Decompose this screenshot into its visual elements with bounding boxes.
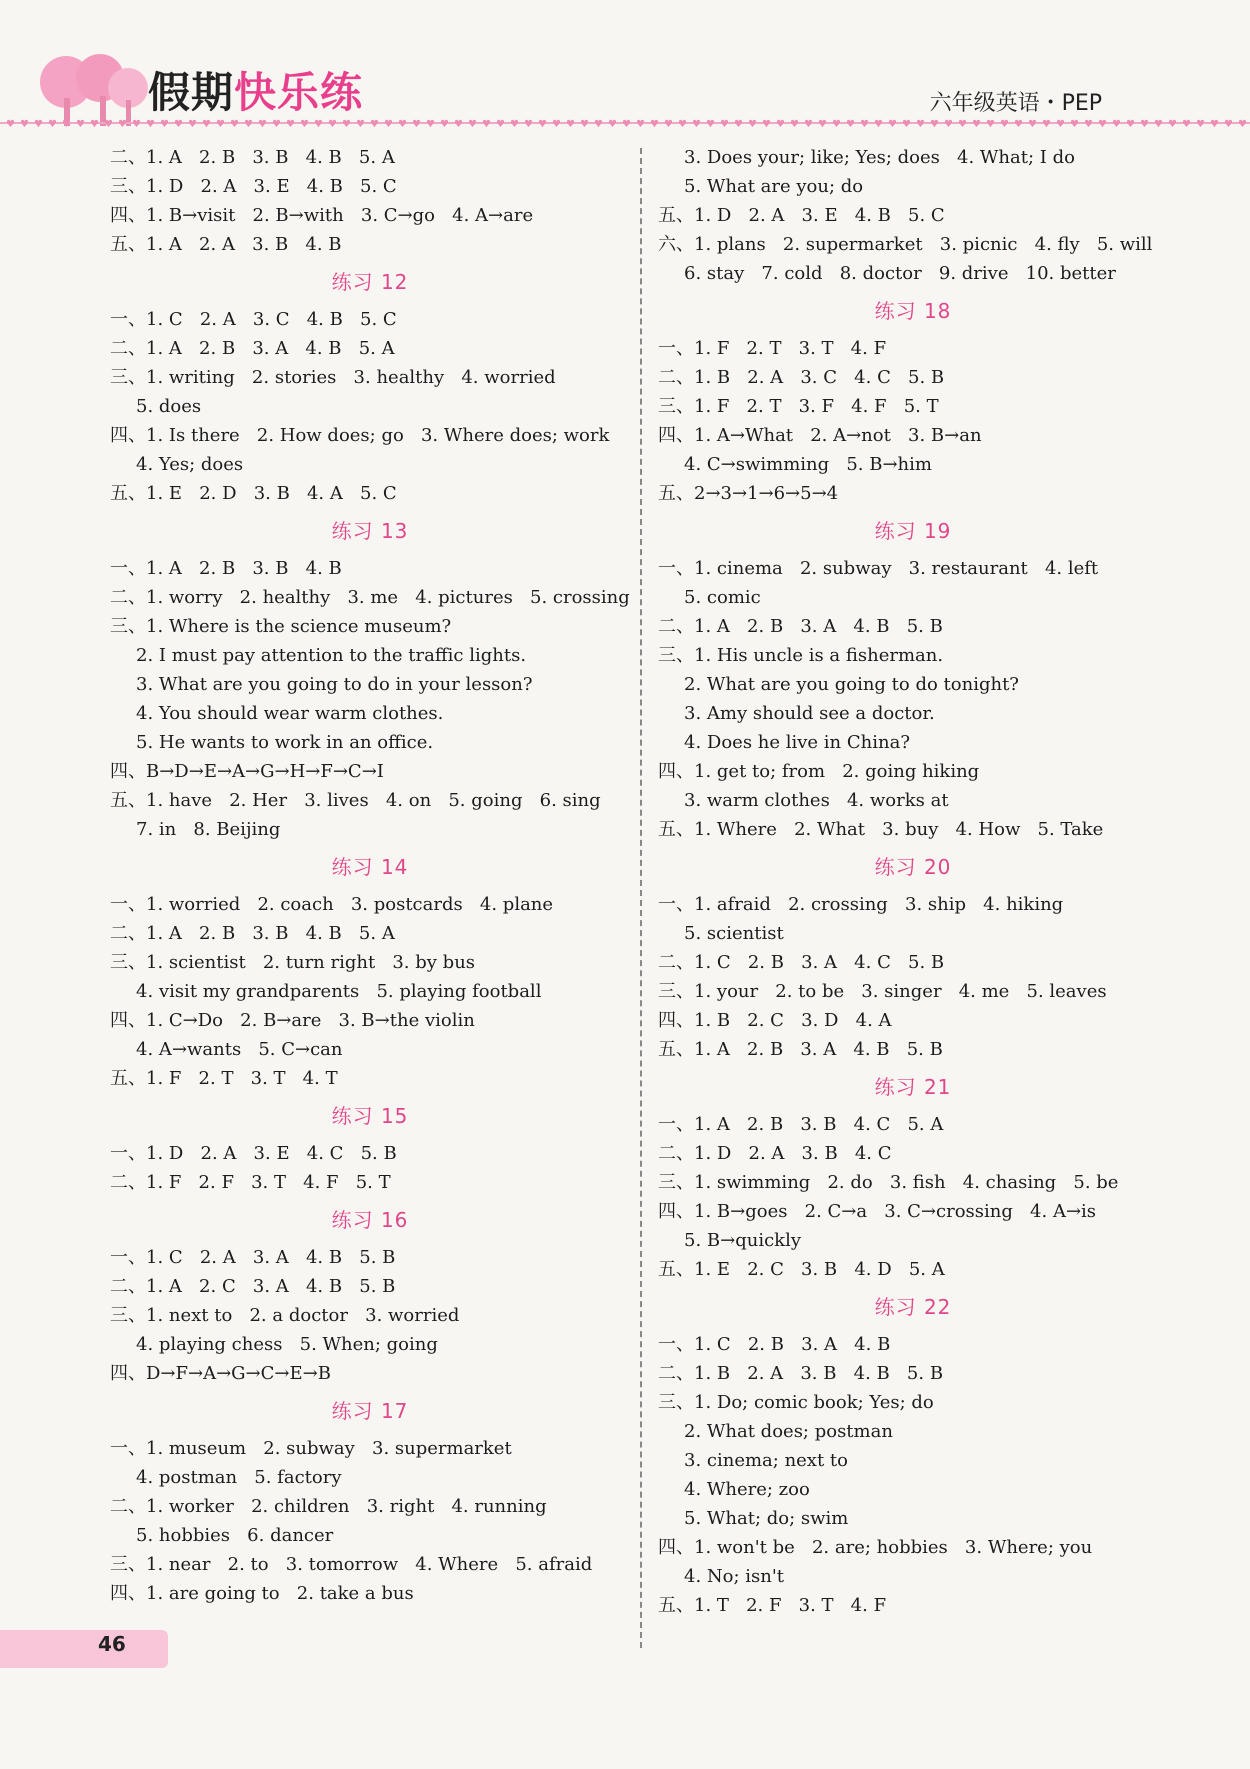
svg-text:♥: ♥ <box>20 119 29 130</box>
answer-line: 3. warm clothes 4. works at <box>684 790 949 811</box>
svg-text:♥: ♥ <box>1000 119 1009 130</box>
svg-text:♥: ♥ <box>370 119 379 130</box>
svg-text:♥: ♥ <box>286 119 295 130</box>
answer-line: 三、1. Do; comic book; Yes; do <box>658 1392 934 1413</box>
answer-line: 二、1. F 2. F 3. T 4. F 5. T <box>110 1172 391 1193</box>
svg-text:♥: ♥ <box>874 119 883 130</box>
answer-line: 4. visit my grandparents 5. playing football <box>136 981 542 1002</box>
answer-line: 5. does <box>136 396 202 417</box>
svg-text:♥: ♥ <box>202 119 211 130</box>
svg-text:♥: ♥ <box>916 119 925 130</box>
svg-text:♥: ♥ <box>664 119 673 130</box>
svg-text:♥: ♥ <box>328 119 337 130</box>
page-number: 46 <box>98 1632 126 1656</box>
svg-text:♥: ♥ <box>580 119 589 130</box>
answer-line: 二、1. B 2. A 3. B 4. B 5. B <box>658 1363 944 1384</box>
svg-text:♥: ♥ <box>48 119 57 130</box>
svg-text:♥: ♥ <box>1070 119 1079 130</box>
svg-text:♥: ♥ <box>944 119 953 130</box>
answer-line: 3. cinema; next to <box>684 1450 848 1471</box>
svg-text:♥: ♥ <box>272 119 281 130</box>
page-header <box>0 0 1250 140</box>
answer-line: 四、1. A→What 2. A→not 3. B→an <box>658 425 982 446</box>
svg-text:♥: ♥ <box>818 119 827 130</box>
answer-line: 一、1. A 2. B 3. B 4. C 5. A <box>658 1114 944 1135</box>
svg-text:♥: ♥ <box>412 119 421 130</box>
svg-text:♥: ♥ <box>972 119 981 130</box>
answer-line: 二、1. A 2. C 3. A 4. B 5. B <box>110 1276 396 1297</box>
svg-text:♥: ♥ <box>510 119 519 130</box>
answer-line: 5. comic <box>684 587 761 608</box>
svg-text:♥: ♥ <box>118 119 127 130</box>
answer-line: 二、1. C 2. B 3. A 4. C 5. B <box>658 952 945 973</box>
answer-line: 三、1. near 2. to 3. tomorrow 4. Where 5. afraid <box>110 1554 593 1575</box>
answer-line: 二、1. worker 2. children 3. right 4. running <box>110 1496 547 1517</box>
answer-line: 三、1. swimming 2. do 3. fish 4. chasing 5. be <box>658 1172 1119 1193</box>
svg-text:♥: ♥ <box>1098 119 1107 130</box>
svg-text:♥: ♥ <box>62 119 71 130</box>
svg-text:♥: ♥ <box>650 119 659 130</box>
answer-line: 5. B→quickly <box>684 1230 801 1251</box>
svg-text:♥: ♥ <box>1224 119 1233 130</box>
answer-line: 6. stay 7. cold 8. doctor 9. drive 10. better <box>684 263 1116 284</box>
svg-text:♥: ♥ <box>678 119 687 130</box>
svg-text:♥: ♥ <box>846 119 855 130</box>
answer-line: 四、1. C→Do 2. B→are 3. B→the violin <box>110 1010 475 1031</box>
svg-text:♥: ♥ <box>1112 119 1121 130</box>
svg-text:♥: ♥ <box>342 119 351 130</box>
answer-line: 4. playing chess 5. When; going <box>136 1334 438 1355</box>
svg-text:♥: ♥ <box>468 119 477 130</box>
svg-text:♥: ♥ <box>1140 119 1149 130</box>
answer-line: 三、1. your 2. to be 3. singer 4. me 5. leaves <box>658 981 1107 1002</box>
answer-line: 五、1. F 2. T 3. T 4. T <box>110 1068 338 1089</box>
svg-text:♥: ♥ <box>1028 119 1037 130</box>
answer-line: 一、1. C 2. A 3. C 4. B 5. C <box>110 309 397 330</box>
svg-text:♥: ♥ <box>720 119 729 130</box>
exercise-heading: 练习 14 <box>331 855 409 879</box>
answer-line: 四、1. are going to 2. take a bus <box>110 1583 414 1604</box>
answer-line: 三、1. His uncle is a fisherman. <box>658 645 944 666</box>
answer-line: 5. He wants to work in an office. <box>136 732 434 753</box>
answer-line: 4. No; isn't <box>684 1566 785 1587</box>
answer-line: 3. Amy should see a doctor. <box>684 703 935 724</box>
exercise-heading: 练习 15 <box>331 1104 409 1128</box>
answer-line: 一、1. afraid 2. crossing 3. ship 4. hiking <box>658 894 1064 915</box>
svg-text:♥: ♥ <box>1238 119 1247 130</box>
answer-line: 4. Yes; does <box>136 454 244 475</box>
svg-text:♥: ♥ <box>860 119 869 130</box>
svg-text:♥: ♥ <box>216 119 225 130</box>
svg-text:♥: ♥ <box>888 119 897 130</box>
answer-line: 四、D→F→A→G→C→E→B <box>110 1363 331 1384</box>
svg-text:♥: ♥ <box>762 119 771 130</box>
answer-line: 3. What are you going to do in your lesson? <box>136 674 533 695</box>
answer-line: 五、1. E 2. D 3. B 4. A 5. C <box>110 483 397 504</box>
exercise-heading: 练习 17 <box>331 1399 409 1423</box>
svg-text:♥: ♥ <box>524 119 533 130</box>
answer-line: 5. What are you; do <box>684 176 864 197</box>
svg-text:♥: ♥ <box>104 119 113 130</box>
answer-line: 三、1. scientist 2. turn right 3. by bus <box>110 952 476 973</box>
answer-line: 五、1. D 2. A 3. E 4. B 5. C <box>658 205 945 226</box>
svg-text:♥: ♥ <box>608 119 617 130</box>
svg-text:♥: ♥ <box>1210 119 1219 130</box>
answer-line: 四、1. B 2. C 3. D 4. A <box>658 1010 892 1031</box>
svg-text:♥: ♥ <box>1196 119 1205 130</box>
answer-line: 五、1. have 2. Her 3. lives 4. on 5. going 6. sing <box>110 790 601 811</box>
svg-text:♥: ♥ <box>440 119 449 130</box>
svg-text:♥: ♥ <box>454 119 463 130</box>
svg-text:♥: ♥ <box>832 119 841 130</box>
exercise-heading: 练习 21 <box>874 1075 952 1099</box>
svg-text:♥: ♥ <box>1056 119 1065 130</box>
exercise-heading: 练习 19 <box>874 519 952 543</box>
svg-text:♥: ♥ <box>748 119 757 130</box>
brand-title-part2: 快乐练 <box>234 68 364 117</box>
answer-line: 二、1. D 2. A 3. B 4. C <box>658 1143 892 1164</box>
svg-text:♥: ♥ <box>1126 119 1135 130</box>
answer-line: 三、1. Where is the science museum? <box>110 616 452 637</box>
svg-text:♥: ♥ <box>986 119 995 130</box>
svg-text:♥: ♥ <box>160 119 169 130</box>
answer-line: 5. hobbies 6. dancer <box>136 1525 334 1546</box>
exercise-heading: 练习 20 <box>874 855 952 879</box>
answer-line: 5. What; do; swim <box>684 1508 849 1529</box>
svg-text:♥: ♥ <box>90 119 99 130</box>
svg-text:♥: ♥ <box>1042 119 1051 130</box>
answer-line: 二、1. worry 2. healthy 3. me 4. pictures 5. crossing <box>110 587 630 608</box>
answer-line: 二、1. A 2. B 3. B 4. B 5. A <box>110 147 395 168</box>
answer-line: 4. Where; zoo <box>684 1479 810 1500</box>
brand-title-part1: 假期 <box>148 68 235 117</box>
answer-line: 四、1. won't be 2. are; hobbies 3. Where; you <box>658 1537 1093 1558</box>
svg-text:♥: ♥ <box>594 119 603 130</box>
svg-text:♥: ♥ <box>258 119 267 130</box>
answer-line: 二、1. B 2. A 3. C 4. C 5. B <box>658 367 945 388</box>
svg-text:♥: ♥ <box>356 119 365 130</box>
svg-text:♥: ♥ <box>1084 119 1093 130</box>
answer-line: 2. What does; postman <box>684 1421 893 1442</box>
answer-line: 四、1. B→goes 2. C→a 3. C→crossing 4. A→is <box>658 1201 1097 1222</box>
answer-line: 3. Does your; like; Yes; does 4. What; I do <box>684 147 1075 168</box>
svg-text:♥: ♥ <box>538 119 547 130</box>
answer-line: 4. C→swimming 5. B→him <box>684 454 932 475</box>
answer-line: 一、1. cinema 2. subway 3. restaurant 4. left <box>658 558 1099 579</box>
answer-line: 一、1. worried 2. coach 3. postcards 4. plane <box>110 894 554 915</box>
svg-text:♥: ♥ <box>636 119 645 130</box>
svg-text:♥: ♥ <box>1154 119 1163 130</box>
answer-line: 4. postman 5. factory <box>136 1467 342 1488</box>
answer-line: 三、1. F 2. T 3. F 4. F 5. T <box>658 396 939 417</box>
answer-line: 二、1. A 2. B 3. B 4. B 5. A <box>110 923 395 944</box>
svg-text:♥: ♥ <box>706 119 715 130</box>
svg-text:♥: ♥ <box>314 119 323 130</box>
answer-line: 五、2→3→1→6→5→4 <box>658 483 839 504</box>
answer-line: 四、1. B→visit 2. B→with 3. C→go 4. A→are <box>110 205 534 226</box>
answer-line: 5. scientist <box>684 923 784 944</box>
grade-label: 六年级英语・PEP <box>929 91 1102 116</box>
column-divider <box>640 148 642 1648</box>
answer-line: 四、B→D→E→A→G→H→F→C→I <box>110 761 384 782</box>
answer-line: 五、1. A 2. B 3. A 4. B 5. B <box>658 1039 943 1060</box>
svg-text:♥: ♥ <box>230 119 239 130</box>
svg-text:♥: ♥ <box>930 119 939 130</box>
svg-text:♥: ♥ <box>188 119 197 130</box>
answer-line: 2. I must pay attention to the traffic lights. <box>136 645 527 666</box>
svg-text:♥: ♥ <box>426 119 435 130</box>
answer-line: 一、1. C 2. A 3. A 4. B 5. B <box>110 1247 396 1268</box>
svg-text:♥: ♥ <box>132 119 141 130</box>
exercise-heading: 练习 22 <box>874 1295 952 1319</box>
exercise-heading: 练习 16 <box>331 1208 409 1232</box>
exercise-heading: 练习 13 <box>331 519 409 543</box>
answer-line: 三、1. next to 2. a doctor 3. worried <box>110 1305 460 1326</box>
svg-text:♥: ♥ <box>1168 119 1177 130</box>
svg-text:♥: ♥ <box>174 119 183 130</box>
answer-line: 四、1. get to; from 2. going hiking <box>658 761 980 782</box>
svg-text:♥: ♥ <box>902 119 911 130</box>
svg-text:♥: ♥ <box>6 119 15 130</box>
answer-line: 4. You should wear warm clothes. <box>136 703 444 724</box>
answer-line: 4. A→wants 5. C→can <box>136 1039 343 1060</box>
svg-text:♥: ♥ <box>482 119 491 130</box>
svg-text:♥: ♥ <box>790 119 799 130</box>
answer-line: 二、1. A 2. B 3. A 4. B 5. A <box>110 338 395 359</box>
answer-line: 一、1. A 2. B 3. B 4. B <box>110 558 342 579</box>
exercise-heading: 练习 18 <box>874 299 952 323</box>
svg-text:♥: ♥ <box>76 119 85 130</box>
svg-text:♥: ♥ <box>398 119 407 130</box>
svg-text:♥: ♥ <box>776 119 785 130</box>
svg-text:♥: ♥ <box>496 119 505 130</box>
answer-line: 一、1. D 2. A 3. E 4. C 5. B <box>110 1143 397 1164</box>
answer-line: 三、1. writing 2. stories 3. healthy 4. worried <box>110 367 556 388</box>
answer-line: 2. What are you going to do tonight? <box>684 674 1019 695</box>
svg-text:♥: ♥ <box>300 119 309 130</box>
right-answer-column <box>658 143 1168 1620</box>
svg-text:♥: ♥ <box>244 119 253 130</box>
svg-text:♥: ♥ <box>1014 119 1023 130</box>
answer-line: 四、1. Is there 2. How does; go 3. Where does; work <box>110 425 610 446</box>
answer-line: 一、1. museum 2. subway 3. supermarket <box>110 1438 512 1459</box>
decorative-heart-border <box>0 116 1250 130</box>
answer-line: 六、1. plans 2. supermarket 3. picnic 4. fly 5. will <box>658 234 1153 255</box>
answer-line: 7. in 8. Beijing <box>136 819 281 840</box>
answer-line: 4. Does he live in China? <box>684 732 910 753</box>
answer-line: 一、1. C 2. B 3. A 4. B <box>658 1334 891 1355</box>
svg-text:♥: ♥ <box>146 119 155 130</box>
svg-text:♥: ♥ <box>34 119 43 130</box>
answer-line: 一、1. F 2. T 3. T 4. F <box>658 338 887 359</box>
answer-line: 五、1. T 2. F 3. T 4. F <box>658 1595 887 1616</box>
svg-text:♥: ♥ <box>622 119 631 130</box>
svg-text:♥: ♥ <box>566 119 575 130</box>
page-number-bar <box>0 1630 168 1668</box>
brand-title <box>148 60 363 120</box>
svg-text:♥: ♥ <box>958 119 967 130</box>
answer-line: 五、1. Where 2. What 3. buy 4. How 5. Take <box>658 819 1104 840</box>
answer-line: 五、1. A 2. A 3. B 4. B <box>110 234 342 255</box>
answer-line: 五、1. E 2. C 3. B 4. D 5. A <box>658 1259 945 1280</box>
svg-text:♥: ♥ <box>552 119 561 130</box>
svg-text:♥: ♥ <box>384 119 393 130</box>
svg-text:♥: ♥ <box>1182 119 1191 130</box>
svg-text:♥: ♥ <box>804 119 813 130</box>
svg-text:♥: ♥ <box>692 119 701 130</box>
svg-text:♥: ♥ <box>734 119 743 130</box>
left-answer-column <box>110 143 630 1608</box>
answer-line: 三、1. D 2. A 3. E 4. B 5. C <box>110 176 397 197</box>
answer-line: 二、1. A 2. B 3. A 4. B 5. B <box>658 616 943 637</box>
exercise-heading: 练习 12 <box>331 270 409 294</box>
